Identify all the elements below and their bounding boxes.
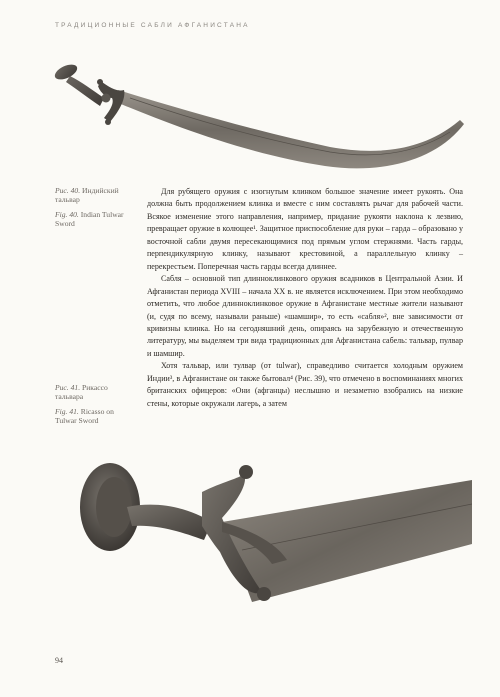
fig41-en-label: Fig. 41. [55,406,79,416]
body-paragraph-2: Сабля – основной тип длинноклинкового оружия всадников в Центральной Азии. И Афганистан периода XVIII – начала XX в. не является исключением. При этом необходимо отметить, что любое длинноклинковое оружие в Афганистане местные жители называют (и, судя по всему, называли раньше) «шамшир», то есть «сабля»², вне зависимости от кривизны клинка. Но на сегодняшний день, опираясь на зарубежную и отечественную литературу, мы выделяем три вида традиционных для Афганистана сабель: тальвар, пулвар и шамшир. [147,274,463,358]
grip-closeup [127,505,212,540]
fig40-ru-label: Рис. 40. [55,186,81,195]
body-text [147,186,463,410]
fig41-ru-label: Рис. 41. [55,383,81,392]
fig41-ru-text: Рикассо тальвара [55,383,108,402]
figure-40-caption [55,186,125,234]
fig40-en-label: Fig. 40. [55,209,79,219]
ricasso-closeup-image [72,452,472,632]
figure-41-caption [55,383,125,431]
fig41-en-text: Ricasso on Tulwar Sword [55,406,114,426]
blade [116,90,464,168]
fig40-en-text: Indian Tulwar Sword [55,209,124,229]
body-paragraph-3: Хотя тальвар, или тулвар (от tulwar), справедливо считается холодным оружием Индии³, в Афганистане он также бытовал⁴ (Рис. 39), что отмечено в воспоминаниях многих британских офицеров: «Они (афганцы) неслышно и незаметно взобрались на низкие стены, которые окружали лагерь, а затем [147,361,463,408]
body-paragraph-1: Для рубящего оружия с изогнутым клинком большое значение имеет рукоять. Она должна быть продолжением клинка и вместе с ним составлять рычаг для рабочей части. Всякое изменение этого направления, например, придание рукояти наклона к лезвию, превращает оружие в колющее¹. Защитное приспособление для руки – гарда – образовано у восточной сабли двумя пересекающимися под прямым углом стержнями. Часть гарды, перпендикулярную клинку, называют крестовиной, а параллельную клинку – перекрестьем. Поперечная часть гарды всегда длиннее. [147,187,463,271]
fig40-ru-text: Индийский тальвар [55,186,119,205]
page-number: 94 [55,656,63,665]
running-head: ТРАДИЦИОННЫЕ САБЛИ АФГАНИСТАНА [55,22,250,29]
